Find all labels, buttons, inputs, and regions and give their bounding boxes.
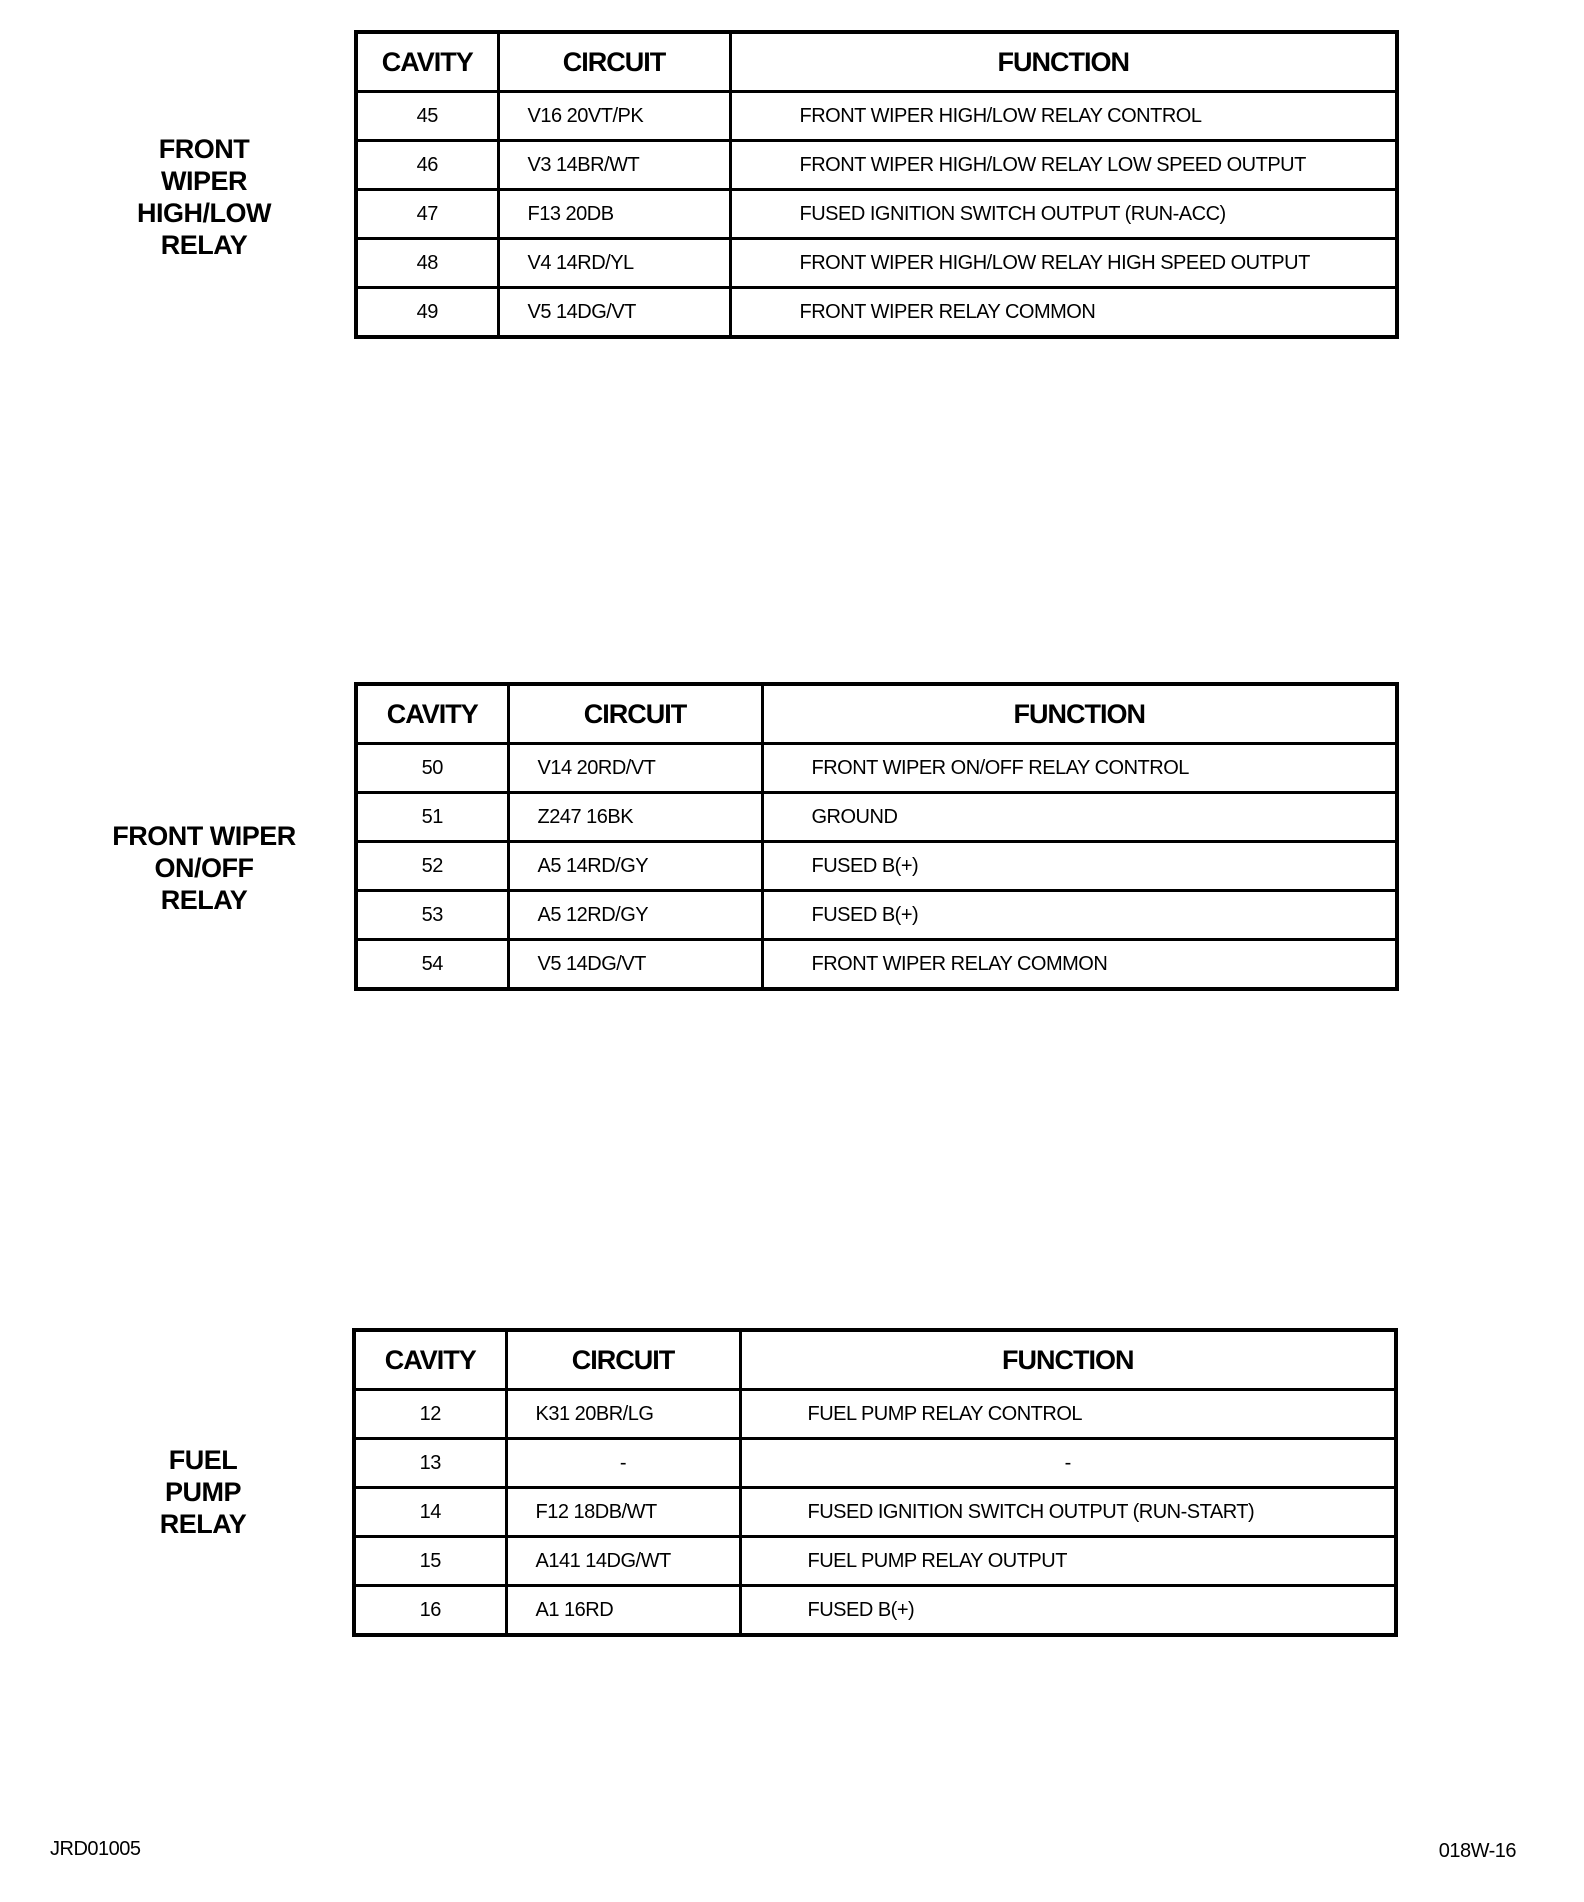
circuit-cell: F13 20DB — [498, 190, 730, 239]
function-header: FUNCTION — [730, 32, 1397, 92]
function-header: FUNCTION — [740, 1330, 1396, 1390]
table-row — [356, 744, 1397, 793]
table-header-row — [356, 684, 1397, 744]
cavity-cell: 14 — [354, 1488, 506, 1537]
section-label-line: FRONT — [158, 134, 250, 164]
circuit-cell: A141 14DG/WT — [506, 1537, 740, 1586]
table-row — [356, 92, 1397, 141]
table-row — [356, 842, 1397, 891]
function-cell: FUSED B(+) — [762, 891, 1397, 940]
cavity-cell: 47 — [356, 190, 498, 239]
section-label-front-wiper-high-low-relay — [94, 133, 314, 261]
circuit-cell: V14 20RD/VT — [508, 744, 762, 793]
circuit-cell: V5 14DG/VT — [498, 288, 730, 338]
section-label-line: ON/OFF — [154, 853, 254, 883]
circuit-cell: V3 14BR/WT — [498, 141, 730, 190]
table-row — [356, 793, 1397, 842]
table-header-row — [354, 1330, 1396, 1390]
circuit-cell: A5 12RD/GY — [508, 891, 762, 940]
cavity-cell: 12 — [354, 1390, 506, 1439]
cavity-cell: 48 — [356, 239, 498, 288]
function-cell: FRONT WIPER ON/OFF RELAY CONTROL — [762, 744, 1397, 793]
cavity-header: CAVITY — [354, 1330, 506, 1390]
section-label-line: PUMP — [164, 1477, 241, 1507]
table-row — [354, 1439, 1396, 1488]
cavity-cell: 46 — [356, 141, 498, 190]
table-row — [354, 1586, 1396, 1636]
circuit-cell: V5 14DG/VT — [508, 940, 762, 990]
front-wiper-on-off-relay-table — [354, 682, 1399, 991]
table-row — [354, 1537, 1396, 1586]
section-label-line: FRONT WIPER — [112, 821, 296, 851]
circuit-cell: F12 18DB/WT — [506, 1488, 740, 1537]
table-row — [354, 1390, 1396, 1439]
table-row — [354, 1488, 1396, 1537]
function-cell: FRONT WIPER RELAY COMMON — [762, 940, 1397, 990]
table-row — [356, 940, 1397, 990]
cavity-cell: 16 — [354, 1586, 506, 1636]
function-header: FUNCTION — [762, 684, 1397, 744]
section-label-fuel-pump-relay — [93, 1444, 313, 1540]
circuit-cell: V4 14RD/YL — [498, 239, 730, 288]
figure-code-left: JRD01005 — [50, 1838, 141, 1860]
circuit-cell: V16 20VT/PK — [498, 92, 730, 141]
section-label-front-wiper-on-off-relay — [94, 820, 314, 916]
figure-code-right: 018W-16 — [1438, 1840, 1516, 1862]
function-cell: FRONT WIPER HIGH/LOW RELAY HIGH SPEED OUTPUT — [730, 239, 1397, 288]
cavity-cell: 53 — [356, 891, 508, 940]
section-label-line: RELAY — [160, 885, 248, 915]
table-row — [356, 891, 1397, 940]
circuit-cell: Z247 16BK — [508, 793, 762, 842]
function-cell: FUSED IGNITION SWITCH OUTPUT (RUN-ACC) — [730, 190, 1397, 239]
circuit-cell: A1 16RD — [506, 1586, 740, 1636]
section-label-line: RELAY — [160, 230, 248, 260]
table-row — [356, 288, 1397, 338]
function-cell: FUSED B(+) — [762, 842, 1397, 891]
circuit-header: CIRCUIT — [498, 32, 730, 92]
section-label-line: FUEL — [168, 1445, 238, 1475]
cavity-cell: 45 — [356, 92, 498, 141]
function-cell: FRONT WIPER HIGH/LOW RELAY LOW SPEED OUTPUT — [730, 141, 1397, 190]
table-row — [356, 190, 1397, 239]
function-cell: GROUND — [762, 793, 1397, 842]
cavity-cell: 15 — [354, 1537, 506, 1586]
table-row — [356, 141, 1397, 190]
cavity-cell: 13 — [354, 1439, 506, 1488]
function-cell: FRONT WIPER RELAY COMMON — [730, 288, 1397, 338]
function-cell: FRONT WIPER HIGH/LOW RELAY CONTROL — [730, 92, 1397, 141]
fuel-pump-relay-table — [352, 1328, 1398, 1637]
section-label-line: RELAY — [159, 1509, 247, 1539]
cavity-header: CAVITY — [356, 684, 508, 744]
function-cell: - — [740, 1439, 1396, 1488]
circuit-cell: K31 20BR/LG — [506, 1390, 740, 1439]
function-cell: FUEL PUMP RELAY CONTROL — [740, 1390, 1396, 1439]
section-label-line: WIPER — [160, 166, 247, 196]
cavity-cell: 52 — [356, 842, 508, 891]
section-label-line: HIGH/LOW — [137, 198, 271, 228]
table-header-row — [356, 32, 1397, 92]
cavity-cell: 50 — [356, 744, 508, 793]
circuit-cell: - — [506, 1439, 740, 1488]
circuit-header: CIRCUIT — [506, 1330, 740, 1390]
function-cell: FUSED IGNITION SWITCH OUTPUT (RUN-START) — [740, 1488, 1396, 1537]
function-cell: FUSED B(+) — [740, 1586, 1396, 1636]
cavity-header: CAVITY — [356, 32, 498, 92]
cavity-cell: 51 — [356, 793, 508, 842]
circuit-cell: A5 14RD/GY — [508, 842, 762, 891]
circuit-header: CIRCUIT — [508, 684, 762, 744]
cavity-cell: 49 — [356, 288, 498, 338]
cavity-cell: 54 — [356, 940, 508, 990]
front-wiper-high-low-relay-table — [354, 30, 1399, 339]
table-row — [356, 239, 1397, 288]
function-cell: FUEL PUMP RELAY OUTPUT — [740, 1537, 1396, 1586]
